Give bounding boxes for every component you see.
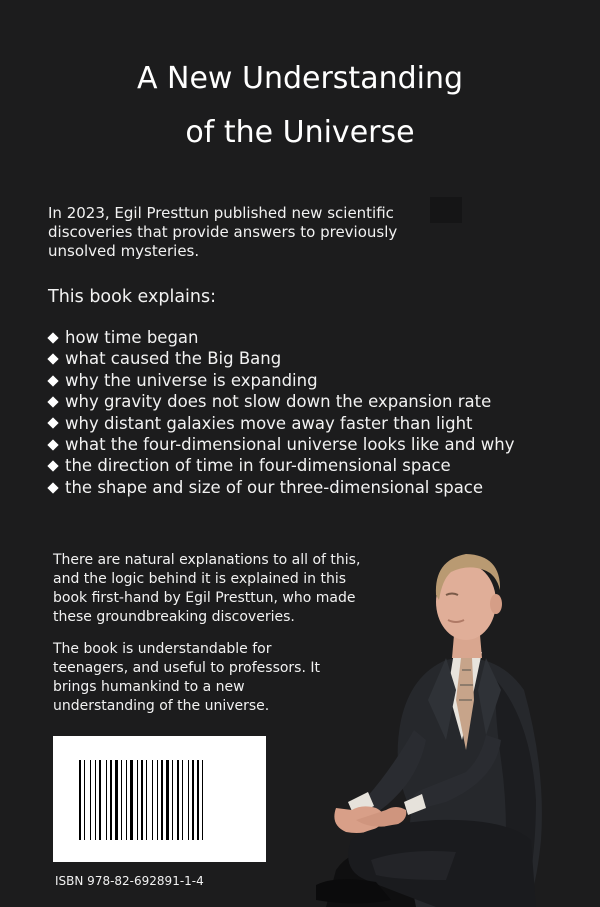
list-item — [48, 477, 514, 498]
list-item-text: what the four-dimensional universe looks like and why — [65, 435, 515, 455]
barcode-bar — [84, 760, 85, 840]
list-item-text: what caused the Big Bang — [65, 349, 282, 369]
diamond-bullet-icon — [47, 375, 58, 386]
diamond-bullet-icon — [47, 396, 58, 407]
barcode-bar — [161, 760, 163, 840]
list-item — [48, 455, 514, 476]
barcode-bar — [79, 760, 81, 840]
barcode-bars — [79, 760, 241, 840]
list-item-text: the shape and size of our three-dimensional space — [65, 477, 484, 497]
list-item — [48, 327, 514, 348]
barcode-bar — [172, 760, 173, 840]
barcode — [53, 736, 266, 862]
diamond-bullet-icon — [47, 332, 58, 343]
barcode-bar — [202, 760, 203, 840]
diamond-bullet-icon — [47, 460, 58, 471]
title-line-2: of the Universe — [185, 115, 415, 150]
isbn-label: ISBN 978-82-692891-1-4 — [55, 874, 204, 888]
barcode-bar — [192, 760, 194, 840]
barcode-bar — [95, 760, 96, 840]
topics-list — [48, 327, 514, 498]
intro-paragraph: In 2023, Egil Presttun published new scientific discoveries that provide answers to previously unsolved mysteries. — [48, 204, 398, 260]
audience-paragraph: The book is understandable for teenagers, and useful to professors. It brings humankind to a new understanding of the universe. — [53, 641, 320, 714]
list-item — [48, 370, 514, 391]
title-line-1: A New Understanding — [136, 61, 464, 96]
list-item-text: why the universe is expanding — [65, 370, 318, 390]
barcode-bar — [130, 760, 133, 840]
list-item — [48, 348, 514, 369]
barcode-bar — [188, 760, 189, 840]
list-item-text: why gravity does not slow down the expansion rate — [65, 392, 492, 412]
barcode-bar — [182, 760, 183, 840]
explanation-paragraph: There are natural explanations to all of this, and the logic behind it is explained in this book first-hand by Egil Presttun, who made these groundbreaking discoveries. — [53, 552, 361, 625]
barcode-bar — [157, 760, 158, 840]
barcode-bar — [166, 760, 169, 840]
barcode-bar — [146, 760, 147, 840]
barcode-bar — [106, 760, 107, 840]
barcode-bar — [110, 760, 112, 840]
list-item-text: the direction of time in four-dimensional space — [65, 456, 451, 476]
barcode-bar — [197, 760, 199, 840]
barcode-bar — [126, 760, 127, 840]
diamond-bullet-icon — [47, 418, 58, 429]
explains-heading: This book explains: — [48, 287, 217, 307]
barcode-bar — [121, 760, 122, 840]
barcode-bar — [137, 760, 138, 840]
barcode-bar — [152, 760, 153, 840]
diamond-bullet-icon — [47, 353, 58, 364]
list-item-text: how time began — [65, 328, 199, 347]
diamond-bullet-icon — [47, 439, 58, 450]
barcode-bar — [90, 760, 91, 840]
diamond-bullet-icon — [47, 482, 58, 493]
list-item — [48, 413, 514, 434]
author-photo — [296, 540, 556, 907]
barcode-bar — [115, 760, 118, 840]
barcode-bar — [177, 760, 179, 840]
list-item-text: why distant galaxies move away faster than light — [65, 413, 473, 433]
barcode-bar — [99, 760, 101, 840]
list-item — [48, 391, 514, 412]
list-item — [48, 434, 514, 455]
barcode-bar — [141, 760, 143, 840]
cover-title — [0, 52, 600, 160]
